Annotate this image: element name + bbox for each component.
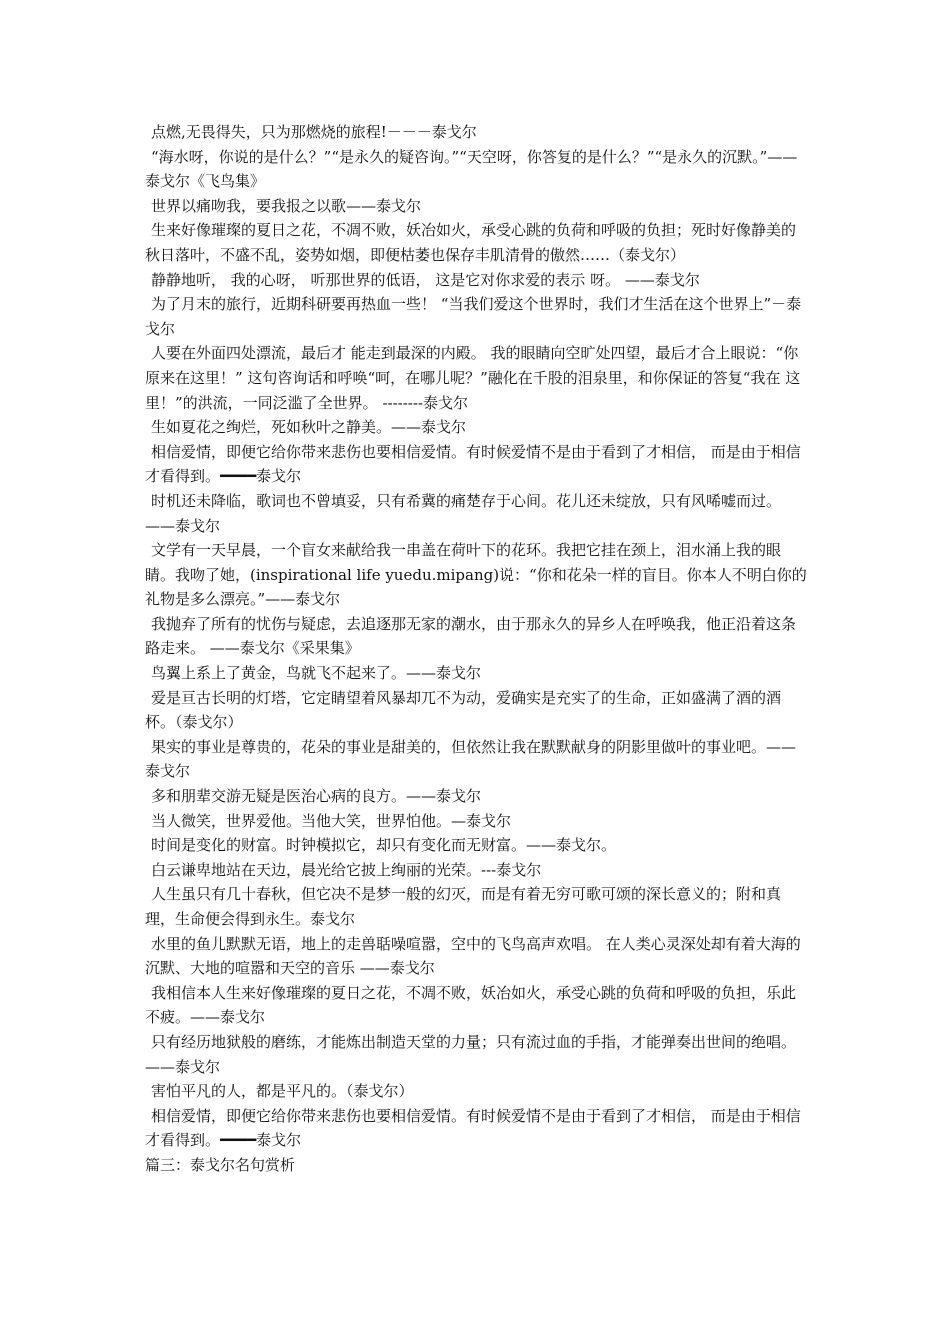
quote-paragraph: 水里的鱼儿默默无语，地上的走兽聒噪喧嚣，空中的飞鸟高声欢唱。 在人类心灵深处却有着大海的沉默、大地的喧嚣和天空的音乐 ——泰戈尔 xyxy=(145,934,801,978)
document-body xyxy=(145,120,810,1178)
quote-paragraph: 为了月末的旅行，近期科研要再热血一些！ “当我们爱这个世界时，我们才生活在这个世界上”－泰戈尔 xyxy=(145,295,802,338)
quote-paragraph: 生如夏花之绚烂，死如秋叶之静美。——泰戈尔 xyxy=(151,418,467,437)
section-heading: 篇三：泰戈尔名句赏析 xyxy=(145,1155,296,1174)
quote-paragraph: 相信爱情，即便它给你带来悲伤也要相信爱情。有时候爱情不是由于看到了才相信， 而是由于相信才看得到。━━━━泰戈尔 xyxy=(145,1106,801,1150)
quote-paragraph: 时间是变化的财富。时钟模拟它，却只有变化而无财富。——泰戈尔。 xyxy=(151,836,617,855)
quote-paragraph: 世界以痛吻我，要我报之以歌——泰戈尔 xyxy=(151,196,422,215)
quote-paragraph: 人生虽只有几十春秋，但它决不是梦一般的幻灭，而是有着无穷可歌可颂的深长意义的；附和真理，生命便会得到永生。泰戈尔 xyxy=(145,885,782,928)
quote-paragraph: 我抛弃了所有的忧伤与疑虑，去追逐那无家的潮水，由于那永久的异乡人在呼唤我，他正沿着这条路走来。 ——泰戈尔《采果集》 xyxy=(145,614,797,658)
quote-paragraph: 害怕平凡的人，都是平凡的。（泰戈尔） xyxy=(151,1082,414,1101)
quote-paragraph: 人要在外面四处漂流，最后才 能走到最深的内殿。 我的眼睛向空旷处四望，最后才合上眼说：“你原来在这里！” 这句咨询话和呼唤“呵，在哪儿呢？”融化在千股的泪泉里，和你保证的答复“我在 这里！”的洪流，一同泛滥了全世界。 --------泰戈尔 xyxy=(145,344,801,412)
quote-paragraph: 多和朋辈交游无疑是医治心病的良方。——泰戈尔 xyxy=(151,787,482,806)
quote-paragraph: 点燃,无畏得失，只为那燃烧的旅程!－－－泰戈尔 xyxy=(151,123,477,141)
quote-paragraph: “海水呀，你说的是什么？”“是永久的疑咨询。”“天空呀，你答复的是什么？”“是永久的沉默。”——泰戈尔《飞鸟集》 xyxy=(145,147,798,191)
quote-paragraph: 文学有一天早晨，一个盲女来献给我一串盖在荷叶下的花环。我把它挂在颈上，泪水涌上我的眼睛。我吻了她，(inspirational life yuedu.mipang)说：“你和花朵一样的盲目。你本人不明白你的礼物是多么漂亮。”——泰戈尔 xyxy=(145,541,807,609)
quote-paragraph: 白云谦卑地站在天边，晨光给它披上绚丽的光荣。---泰戈尔 xyxy=(151,860,542,879)
quote-paragraph: 爱是亘古长明的灯塔，它定睛望着风暴却兀不为动，爱确实是充实了的生命，正如盛满了酒的酒杯。（泰戈尔） xyxy=(145,688,782,732)
quote-paragraph: 我相信本人生来好像璀璨的夏日之花，不凋不败，妖冶如火，承受心跳的负荷和呼吸的负担，乐此不疲。——泰戈尔 xyxy=(145,983,797,1027)
quote-paragraph: 时机还未降临，歌词也不曾填妥，只有希冀的痛楚存于心间。花儿还未绽放，只有风唏嘘而过。——泰戈尔 xyxy=(145,491,782,535)
quote-paragraph: 生来好像璀璨的夏日之花，不凋不败，妖冶如火，承受心跳的负荷和呼吸的负担；死时好像静美的秋日落叶，不盛不乱，姿势如烟，即便枯萎也保存丰肌清骨的傲然……（泰戈尔） xyxy=(145,221,797,264)
quote-paragraph: 静静地听， 我的心呀， 听那世界的低语， 这是它对你求爱的表示 呀。 ——泰戈尔 xyxy=(151,270,700,289)
quote-paragraph: 相信爱情，即便它给你带来悲伤也要相信爱情。有时候爱情不是由于看到了才相信， 而是由于相信才看得到。━━━━泰戈尔 xyxy=(145,442,801,486)
quote-paragraph: 鸟翼上系上了黄金，鸟就飞不起来了。——泰戈尔 xyxy=(151,664,482,683)
quote-paragraph: 果实的事业是尊贵的，花朵的事业是甜美的，但依然让我在默默献身的阴影里做叶的事业吧。——泰戈尔 xyxy=(145,737,797,781)
quote-paragraph: 当人微笑，世界爱他。当他大笑，世界怕他。—泰戈尔 xyxy=(151,811,512,830)
quote-paragraph: 只有经历地狱般的磨练，才能炼出制造天堂的力量；只有流过血的手指，才能弹奏出世间的绝唱。——泰戈尔 xyxy=(145,1032,797,1076)
